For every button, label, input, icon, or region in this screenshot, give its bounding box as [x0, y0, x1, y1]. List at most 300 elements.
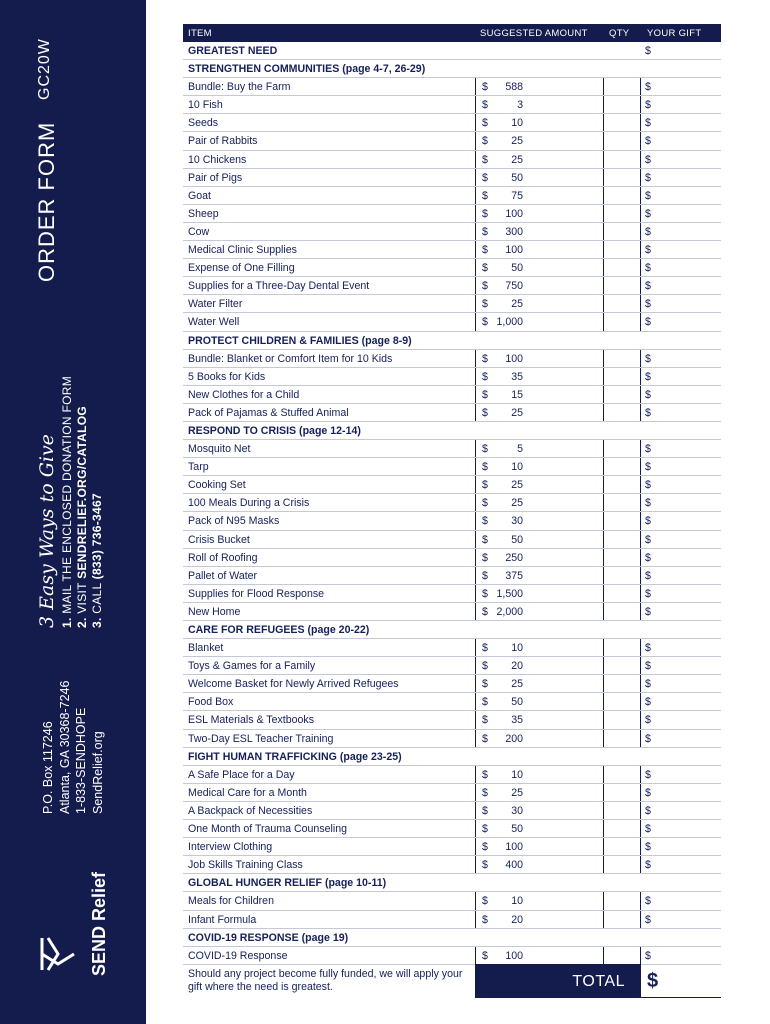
your-gift-field[interactable]: $ [645, 895, 651, 908]
item-row [183, 458, 721, 476]
dollar-sign: $ [482, 207, 488, 220]
your-gift-field[interactable]: $ [645, 280, 651, 293]
item-label: Crisis Bucket [188, 533, 250, 546]
item-label: Pack of N95 Masks [188, 515, 280, 528]
your-gift-field[interactable]: $ [645, 497, 651, 510]
your-gift-field[interactable]: $ [645, 696, 651, 709]
item-label: COVID-19 Response [188, 949, 288, 962]
item-row [183, 132, 721, 150]
dollar-sign: $ [482, 99, 488, 112]
item-row [183, 96, 721, 114]
suggested-amount-cell [475, 784, 603, 801]
item-row [183, 838, 721, 856]
qty-field[interactable] [603, 802, 641, 819]
item-label: Infant Formula [188, 913, 257, 926]
item-label: Pair of Rabbits [188, 135, 258, 148]
dollar-sign: $ [482, 352, 488, 365]
suggested-amount: 20 [511, 660, 523, 673]
dollar-sign: $ [482, 859, 488, 872]
dollar-sign: $ [482, 443, 488, 456]
your-gift-field[interactable]: $ [645, 587, 651, 600]
table-header [183, 24, 721, 42]
qty-field[interactable] [603, 350, 641, 367]
section-heading: PROTECT CHILDREN & FAMILIES (page 8-9) [188, 334, 412, 347]
item-label: Job Skills Training Class [188, 859, 303, 872]
your-gift-field[interactable]: $ [645, 913, 651, 926]
item-label: Mosquito Net [188, 443, 251, 456]
suggested-amount-cell [475, 205, 603, 222]
your-gift-field[interactable]: $ [645, 207, 651, 220]
qty-field[interactable] [603, 223, 641, 240]
header-qty: QTY [609, 28, 630, 39]
suggested-amount: 50 [511, 823, 523, 836]
suggested-amount-cell [475, 404, 603, 421]
suggested-amount-cell [475, 603, 603, 620]
your-gift-field[interactable]: $ [645, 316, 651, 329]
your-gift-field[interactable]: $ [645, 171, 651, 184]
item-label: A Safe Place for a Day [188, 768, 295, 781]
item-row [183, 711, 721, 729]
item-row [183, 911, 721, 929]
qty-field[interactable] [603, 892, 641, 909]
item-row [183, 693, 721, 711]
section-row [183, 874, 721, 892]
qty-field[interactable] [603, 603, 641, 620]
dollar-sign: $ [482, 768, 488, 781]
dollar-sign: $ [482, 153, 488, 166]
suggested-amount-cell [475, 78, 603, 95]
ways-to-give [34, 376, 105, 628]
your-gift-field[interactable]: $ [645, 81, 651, 94]
suggested-amount: 100 [505, 207, 523, 220]
your-gift-field[interactable]: $ [645, 859, 651, 872]
item-row [183, 440, 721, 458]
dollar-sign: $ [482, 479, 488, 492]
your-gift-field[interactable]: $ [645, 569, 651, 582]
your-gift-field[interactable]: $ [645, 714, 651, 727]
dollar-sign: $ [482, 533, 488, 546]
your-gift-field[interactable]: $ [645, 461, 651, 474]
qty-field[interactable] [603, 368, 641, 385]
suggested-amount-cell [475, 838, 603, 855]
form-code: GC20W [36, 38, 53, 100]
dollar-sign: $ [482, 841, 488, 854]
way-call: 3. CALL (833) 736-3467 [90, 493, 104, 628]
item-label: Pair of Pigs [188, 171, 243, 184]
your-gift-field[interactable]: $ [645, 45, 651, 57]
suggested-amount: 25 [511, 678, 523, 691]
your-gift-field[interactable]: $ [645, 370, 651, 383]
item-label: New Clothes for a Child [188, 388, 300, 401]
qty-field[interactable] [603, 187, 641, 204]
your-gift-field[interactable]: $ [645, 244, 651, 257]
item-label: Interview Clothing [188, 841, 273, 854]
dollar-sign: $ [482, 642, 488, 655]
your-gift-field[interactable]: $ [645, 786, 651, 799]
suggested-amount-cell [475, 259, 603, 276]
item-row [183, 531, 721, 549]
total-box [475, 964, 641, 998]
qty-field[interactable] [603, 531, 641, 548]
qty-field[interactable] [603, 784, 641, 801]
qty-field[interactable] [603, 96, 641, 113]
your-gift-field[interactable]: $ [645, 479, 651, 492]
your-gift-field[interactable]: $ [645, 443, 651, 456]
suggested-amount: 25 [511, 479, 523, 492]
item-row [183, 639, 721, 657]
order-table [183, 24, 721, 965]
suggested-amount-cell [475, 476, 603, 493]
suggested-amount: 75 [511, 189, 523, 202]
dollar-sign: $ [482, 388, 488, 401]
item-row [183, 603, 721, 621]
item-label: 100 Meals During a Crisis [188, 497, 310, 510]
item-row [183, 350, 721, 368]
dollar-sign: $ [482, 406, 488, 419]
item-row [183, 585, 721, 603]
suggested-amount: 5 [517, 443, 523, 456]
suggested-amount: 750 [505, 280, 523, 293]
qty-field[interactable] [603, 259, 641, 276]
suggested-amount-cell [475, 96, 603, 113]
item-row [183, 404, 721, 422]
item-row [183, 784, 721, 802]
item-row [183, 151, 721, 169]
suggested-amount: 35 [511, 714, 523, 727]
item-row [183, 947, 721, 965]
item-label: Welcome Basket for Newly Arrived Refugees [188, 678, 399, 691]
item-row [183, 223, 721, 241]
suggested-amount: 50 [511, 696, 523, 709]
your-gift-field[interactable]: $ [645, 352, 651, 365]
item-row [183, 259, 721, 277]
item-row [183, 78, 721, 96]
dollar-sign: $ [482, 244, 488, 257]
qty-field[interactable] [603, 820, 641, 837]
suggested-amount-cell [475, 766, 603, 783]
qty-field[interactable] [603, 567, 641, 584]
qty-field[interactable] [603, 911, 641, 928]
qty-field[interactable] [603, 440, 641, 457]
item-row [183, 295, 721, 313]
your-gift-field[interactable]: $ [645, 949, 651, 962]
suggested-amount-cell [475, 531, 603, 548]
address-line: Atlanta, GA 30368-7246 [57, 680, 72, 814]
item-label: Water Well [188, 316, 240, 329]
address-line: P.O. Box 117246 [41, 721, 55, 814]
section-heading: CARE FOR REFUGEES (page 20-22) [188, 624, 370, 636]
suggested-amount: 25 [511, 786, 523, 799]
item-label: Cow [188, 225, 210, 238]
item-row [183, 277, 721, 295]
your-gift-field[interactable]: $ [645, 768, 651, 781]
your-gift-field[interactable]: $ [645, 99, 651, 112]
dollar-sign: $ [482, 298, 488, 311]
qty-field[interactable] [603, 856, 641, 873]
qty-field[interactable] [603, 693, 641, 710]
dollar-sign: $ [482, 280, 488, 293]
section-heading: COVID-19 RESPONSE (page 19) [188, 931, 349, 944]
section-heading: STRENGTHEN COMMUNITIES (page 4-7, 26-29) [188, 63, 426, 76]
item-row [183, 892, 721, 910]
suggested-amount-cell [475, 675, 603, 692]
logo-wordmark [88, 872, 110, 976]
suggested-amount: 25 [511, 153, 523, 166]
your-gift-field[interactable]: $ [645, 551, 651, 564]
dollar-sign: $ [482, 189, 488, 202]
form-title: ORDER FORM [34, 121, 59, 282]
item-label: Bundle: Buy the Farm [188, 81, 291, 94]
suggested-amount-cell [475, 350, 603, 367]
item-label: 5 Books for Kids [188, 370, 266, 383]
your-gift-field[interactable]: $ [645, 225, 651, 238]
your-gift-field[interactable]: $ [645, 841, 651, 854]
suggested-amount-cell [475, 277, 603, 294]
send-relief-logo-icon [36, 932, 80, 976]
suggested-amount: 588 [505, 81, 523, 94]
item-row [183, 476, 721, 494]
dollar-sign: $ [482, 262, 488, 275]
qty-field[interactable] [603, 386, 641, 403]
item-label: Food Box [188, 696, 234, 709]
total-input[interactable]: $ [647, 970, 659, 992]
table-footer [183, 964, 721, 998]
dollar-sign: $ [482, 895, 488, 908]
qty-field[interactable] [603, 205, 641, 222]
section-row [183, 422, 721, 440]
item-label: Cooking Set [188, 479, 246, 492]
funding-note: Should any project become fully funded, we will apply your gift where the need is greatest. [188, 968, 463, 993]
suggested-amount: 250 [505, 551, 523, 564]
item-row [183, 730, 721, 748]
your-gift-field[interactable]: $ [645, 732, 651, 745]
your-gift-field[interactable]: $ [645, 642, 651, 655]
qty-field[interactable] [603, 295, 641, 312]
item-label: Supplies for a Three-Day Dental Event [188, 280, 370, 293]
dollar-sign: $ [482, 732, 488, 745]
item-label: Roll of Roofing [188, 551, 258, 564]
section-row [183, 332, 721, 350]
item-label: Blanket [188, 642, 224, 655]
item-label: Seeds [188, 117, 219, 130]
item-label: 10 Fish [188, 99, 223, 112]
dollar-sign: $ [482, 461, 488, 474]
website-line: SendRelief.org [90, 731, 105, 814]
dollar-sign: $ [482, 913, 488, 926]
item-row [183, 494, 721, 512]
item-row [183, 549, 721, 567]
suggested-amount: 35 [511, 370, 523, 383]
item-label: Two-Day ESL Teacher Training [188, 732, 334, 745]
your-gift-field[interactable]: $ [645, 117, 651, 130]
dollar-sign: $ [482, 696, 488, 709]
suggested-amount-cell [475, 549, 603, 566]
dollar-sign: $ [482, 714, 488, 727]
item-row [183, 567, 721, 585]
suggested-amount: 3 [517, 99, 523, 112]
suggested-amount: 300 [505, 225, 523, 238]
suggested-amount-cell [475, 730, 603, 747]
suggested-amount: 50 [511, 533, 523, 546]
item-row [183, 114, 721, 132]
header-amount: SUGGESTED AMOUNT [480, 28, 588, 39]
way-visit: 2. VISIT SENDRELIEF.ORG/CATALOG [75, 405, 89, 628]
suggested-amount: 10 [511, 117, 523, 130]
header-item: ITEM [188, 28, 212, 39]
item-label: Bundle: Blanket or Comfort Item for 10 Kids [188, 352, 393, 365]
suggested-amount-cell [475, 947, 603, 964]
suggested-amount: 25 [511, 497, 523, 510]
item-label: Sheep [188, 207, 219, 220]
suggested-amount-cell [475, 820, 603, 837]
suggested-amount-cell [475, 856, 603, 873]
your-gift-field[interactable]: $ [645, 262, 651, 275]
suggested-amount-cell [475, 386, 603, 403]
your-gift-field[interactable]: $ [645, 135, 651, 148]
suggested-amount-cell [475, 132, 603, 149]
section-row [183, 60, 721, 78]
dollar-sign: $ [482, 117, 488, 130]
qty-field[interactable] [603, 151, 641, 168]
suggested-amount: 375 [505, 569, 523, 582]
dollar-sign: $ [482, 949, 488, 962]
dollar-sign: $ [482, 660, 488, 673]
suggested-amount-cell [475, 911, 603, 928]
suggested-amount: 30 [511, 515, 523, 528]
qty-field[interactable] [603, 132, 641, 149]
your-gift-field[interactable]: $ [645, 823, 651, 836]
item-row [183, 386, 721, 404]
qty-field[interactable] [603, 512, 641, 529]
your-gift-field[interactable]: $ [645, 660, 651, 673]
your-gift-field[interactable]: $ [645, 189, 651, 202]
item-label: Water Filter [188, 298, 243, 311]
your-gift-field[interactable]: $ [645, 533, 651, 546]
dollar-sign: $ [482, 569, 488, 582]
qty-field[interactable] [603, 114, 641, 131]
total-underline [641, 997, 721, 998]
total-label: TOTAL [572, 973, 625, 990]
suggested-amount: 100 [505, 352, 523, 365]
suggested-amount-cell [475, 567, 603, 584]
dollar-sign: $ [482, 605, 488, 618]
your-gift-field[interactable]: $ [645, 515, 651, 528]
suggested-amount-cell [475, 693, 603, 710]
item-row [183, 802, 721, 820]
item-row [183, 820, 721, 838]
suggested-amount: 2,000 [496, 605, 523, 618]
your-gift-field[interactable]: $ [645, 605, 651, 618]
item-row [183, 241, 721, 259]
dollar-sign: $ [482, 171, 488, 184]
suggested-amount: 25 [511, 406, 523, 419]
item-label: One Month of Trauma Counseling [188, 823, 347, 836]
suggested-amount-cell [475, 802, 603, 819]
your-gift-field[interactable]: $ [645, 678, 651, 691]
section-row [183, 748, 721, 766]
qty-field[interactable] [603, 78, 641, 95]
qty-field[interactable] [603, 585, 641, 602]
item-label: ESL Materials & Textbooks [188, 714, 315, 727]
item-row [183, 368, 721, 386]
qty-field[interactable] [603, 711, 641, 728]
qty-field[interactable] [603, 947, 641, 964]
item-label: Medical Clinic Supplies [188, 244, 297, 257]
item-row [183, 766, 721, 784]
item-label: New Home [188, 605, 241, 618]
phone-line: 1-833-SENDHOPE [74, 707, 88, 814]
sidebar [0, 0, 146, 1024]
qty-field[interactable] [603, 838, 641, 855]
section-heading: RESPOND TO CRISIS (page 12-14) [188, 424, 361, 437]
dollar-sign: $ [482, 81, 488, 94]
your-gift-field[interactable]: $ [645, 388, 651, 401]
section-heading: FIGHT HUMAN TRAFFICKING (page 23-25) [188, 750, 402, 763]
suggested-amount: 10 [511, 642, 523, 655]
suggested-amount-cell [475, 169, 603, 186]
suggested-amount-cell [475, 313, 603, 330]
dollar-sign: $ [482, 587, 488, 600]
qty-field[interactable] [603, 241, 641, 258]
your-gift-field[interactable]: $ [645, 153, 651, 166]
your-gift-field[interactable]: $ [645, 298, 651, 311]
dollar-sign: $ [482, 316, 488, 329]
item-row [183, 657, 721, 675]
dollar-sign: $ [482, 551, 488, 564]
qty-field[interactable] [603, 730, 641, 747]
item-row [183, 187, 721, 205]
qty-field[interactable] [603, 549, 641, 566]
suggested-amount-cell [475, 151, 603, 168]
qty-field[interactable] [603, 404, 641, 421]
item-label: Toys & Games for a Family [188, 660, 316, 673]
suggested-amount: 100 [505, 841, 523, 854]
section-heading: GREATEST NEED [188, 45, 278, 57]
item-row [183, 675, 721, 693]
suggested-amount: 100 [505, 949, 523, 962]
item-row [183, 856, 721, 874]
qty-field[interactable] [603, 494, 641, 511]
item-label: Medical Care for a Month [188, 786, 307, 799]
qty-field[interactable] [603, 277, 641, 294]
qty-field[interactable] [603, 766, 641, 783]
qty-field[interactable] [603, 169, 641, 186]
your-gift-field[interactable]: $ [645, 406, 651, 419]
logo-text: SEND Relief [89, 871, 109, 976]
suggested-amount: 200 [505, 732, 523, 745]
qty-field[interactable] [603, 476, 641, 493]
dollar-sign: $ [482, 497, 488, 510]
suggested-amount-cell [475, 187, 603, 204]
suggested-amount-cell [475, 494, 603, 511]
item-row [183, 205, 721, 223]
item-row [183, 169, 721, 187]
qty-field[interactable] [603, 458, 641, 475]
suggested-amount: 10 [511, 461, 523, 474]
qty-field[interactable] [603, 657, 641, 674]
suggested-amount: 25 [511, 298, 523, 311]
suggested-amount-cell [475, 585, 603, 602]
dollar-sign: $ [482, 786, 488, 799]
section-row [183, 621, 721, 639]
suggested-amount-cell [475, 892, 603, 909]
your-gift-field[interactable]: $ [645, 804, 651, 817]
suggested-amount-cell [475, 114, 603, 131]
suggested-amount: 50 [511, 171, 523, 184]
qty-field[interactable] [603, 313, 641, 330]
qty-field[interactable] [603, 675, 641, 692]
qty-field[interactable] [603, 639, 641, 656]
